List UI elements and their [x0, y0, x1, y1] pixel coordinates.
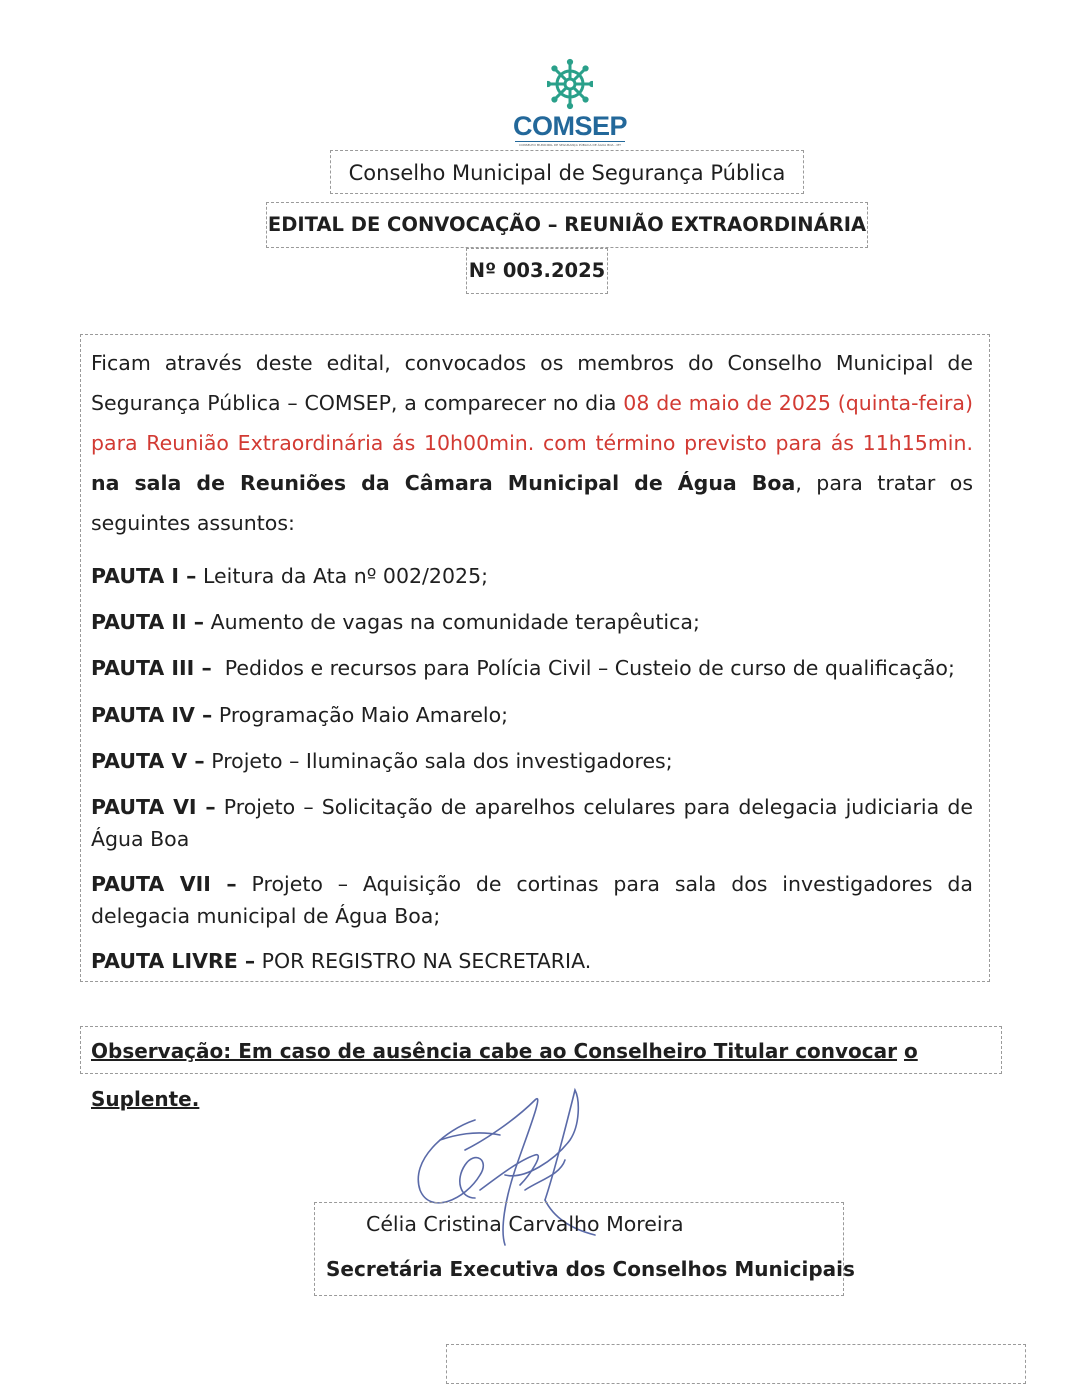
agenda-text: POR REGISTRO NA SECRETARIA. [255, 949, 592, 973]
document-number: Nº 003.2025 [466, 248, 608, 294]
meeting-date-time: 08 de maio de 2025 (quinta-feira) para Reunião Extraordinária ás 10h00min. com término previsto para ás 11h15min. [91, 391, 973, 455]
organization-name: Conselho Municipal de Segurança Pública [330, 150, 804, 194]
agenda-text: Aumento de vagas na comunidade terapêutica; [204, 610, 700, 634]
observation-suffix: o Suplente. [91, 1039, 918, 1111]
intro-text: Ficam através deste edital, convocados os membros do Conselho Municipal de Segurança Pública – COMSEP, a comparecer no dia [91, 351, 973, 415]
agenda-text: Projeto – Iluminação sala dos investigadores; [204, 749, 673, 773]
intro-ending: , para tratar os seguintes assuntos: [91, 471, 973, 535]
logo-brand: COMSEP [512, 111, 628, 141]
footer-box [446, 1344, 1026, 1384]
logo-subtitle: CONSELHO MUNICIPAL DE SEGURANÇA PÚBLICA DE ÁGUA BOA - MT [515, 141, 625, 147]
agenda-label: PAUTA III – [91, 656, 212, 680]
agenda-item [91, 868, 973, 932]
agenda-item [91, 652, 973, 684]
agenda-label: PAUTA IV – [91, 703, 213, 727]
convocation-body [80, 334, 990, 982]
agenda-text: Pedidos e recursos para Polícia Civil – Custeio de curso de qualificação; [211, 656, 955, 680]
agenda-text: Programação Maio Amarelo; [212, 703, 509, 727]
agenda-item [91, 791, 973, 855]
observation-note [80, 1026, 1002, 1111]
meeting-place: na sala de Reuniões da Câmara Municipal de Água Boa [91, 471, 796, 495]
agenda-label: PAUTA I – [91, 564, 197, 588]
signer-role: Secretária Executiva dos Conselhos Municipais [326, 1257, 855, 1281]
agenda-item [91, 745, 973, 777]
agenda-item [91, 560, 973, 592]
agenda-text: Leitura da Ata nº 002/2025; [196, 564, 489, 588]
intro-paragraph [91, 343, 973, 543]
agenda-text: Projeto – Solicitação de aparelhos celulares para delegacia judiciaria de Água Boa [91, 795, 973, 851]
agenda-text: Projeto – Aquisição de cortinas para sala dos investigadores da delegacia municipal de Água Boa; [91, 872, 973, 928]
comsep-logo [510, 58, 630, 147]
agenda-item [91, 699, 973, 731]
document-title: EDITAL DE CONVOCAÇÃO – REUNIÃO EXTRAORDINÁRIA [266, 202, 868, 248]
signer-name: Célia Cristina Carvalho Moreira [366, 1212, 684, 1236]
agenda-label: PAUTA VII – [91, 872, 237, 896]
agenda-label: PAUTA VI – [91, 795, 216, 819]
ship-wheel-icon [547, 58, 593, 110]
agenda-label: PAUTA II – [91, 610, 205, 634]
agenda-label: PAUTA V – [91, 749, 205, 773]
observation-text: Observação: Em caso de ausência cabe ao Conselheiro Titular convocar [91, 1039, 898, 1063]
agenda-item [91, 945, 973, 977]
agenda-label: PAUTA LIVRE – [91, 949, 256, 973]
agenda-item [91, 606, 973, 638]
